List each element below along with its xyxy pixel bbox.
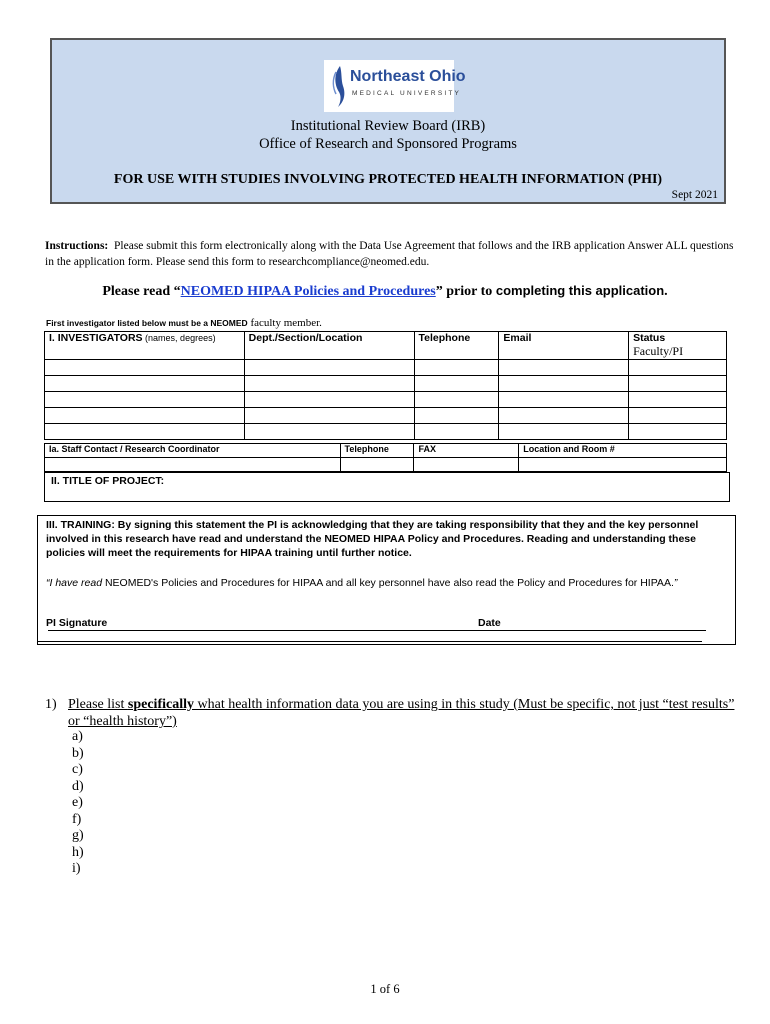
page-number: 1 of 6: [370, 982, 400, 996]
training-quote: [46, 576, 716, 590]
status-cell[interactable]: [629, 376, 727, 392]
header-banner: [50, 38, 726, 204]
status-header: [629, 332, 727, 360]
please-post: ” prior to: [435, 284, 493, 299]
question-number: 1): [45, 697, 57, 712]
office-title: Office of Research and Sponsored Programs: [259, 136, 517, 152]
please-read-notice: [0, 283, 770, 300]
logo-subtitle: MEDICAL UNIVERSITY: [352, 90, 462, 97]
email-cell[interactable]: [499, 408, 629, 424]
telephone-cell[interactable]: [414, 424, 499, 440]
staff-telephone-cell[interactable]: [340, 458, 414, 472]
status-cell[interactable]: [629, 392, 727, 408]
list-item[interactable]: b): [72, 745, 84, 761]
list-item[interactable]: c): [72, 762, 83, 777]
pi-signature-field[interactable]: [48, 630, 478, 631]
telephone-cell[interactable]: [414, 392, 499, 408]
date-field[interactable]: [478, 630, 706, 631]
question-text: [68, 696, 748, 730]
please-tail: completing this application: [492, 283, 665, 298]
investigators-header: [45, 332, 245, 360]
table-header-row: [45, 444, 727, 458]
status-cell[interactable]: [629, 424, 727, 440]
table-row[interactable]: [45, 424, 727, 440]
investigators-header-note: (names, degrees): [142, 333, 216, 343]
list-item[interactable]: i): [72, 861, 81, 876]
irb-title: Institutional Review Board (IRB): [290, 118, 486, 134]
staff-fax-header: FAX: [414, 444, 519, 458]
table-row[interactable]: [45, 392, 727, 408]
status-cell[interactable]: [629, 360, 727, 376]
form-purpose: FOR USE WITH STUDIES INVOLVING PROTECTED HEALTH INFORMATION (PHI): [113, 172, 663, 187]
email-cell[interactable]: [499, 376, 629, 392]
dept-cell[interactable]: [244, 408, 414, 424]
email-cell[interactable]: [499, 424, 629, 440]
telephone-cell[interactable]: [414, 376, 499, 392]
instructions: [45, 238, 745, 270]
project-title-label: II. TITLE OF PROJECT:: [51, 475, 165, 487]
staff-location-header: Location and Room #: [519, 444, 727, 458]
list-item[interactable]: f): [72, 811, 82, 827]
pi-signature-label: PI Signature: [46, 617, 108, 629]
dept-header: Dept./Section/Location: [244, 332, 414, 360]
staff-name-cell[interactable]: [45, 458, 341, 472]
dept-cell[interactable]: [244, 376, 414, 392]
list-item[interactable]: a): [72, 729, 83, 744]
project-title-field[interactable]: [44, 472, 730, 502]
staff-location-cell[interactable]: [519, 458, 727, 472]
staff-contact-header: Ia. Staff Contact / Research Coordinator: [45, 444, 341, 458]
list-item[interactable]: h): [72, 844, 84, 860]
hipaa-policies-link[interactable]: NEOMED HIPAA Policies and Procedures: [180, 284, 436, 299]
question-post: what health information data you are using in this study (Must be specific, not just “test results” or “health history”): [68, 697, 735, 729]
investigator-name-cell[interactable]: [45, 360, 245, 376]
staff-fax-cell[interactable]: [414, 458, 519, 472]
question-bold: specifically: [127, 697, 194, 712]
staff-telephone-header: Telephone: [340, 444, 414, 458]
quote-open: “I have read: [46, 577, 103, 589]
please-end: .: [664, 284, 668, 299]
instructions-text: Please submit this form electronically along with the Data Use Agreement that follows and the IRB application Answer ALL questions in the application form. Please send this form to researchcompliance@neomed.edu.: [45, 240, 734, 268]
list-item[interactable]: g): [72, 828, 84, 843]
telephone-cell[interactable]: [414, 408, 499, 424]
status-cell[interactable]: [629, 408, 727, 424]
divider: [38, 641, 702, 642]
investigators-table: [44, 331, 727, 440]
email-cell[interactable]: [499, 392, 629, 408]
email-header: Email: [499, 332, 629, 360]
table-header-row: [45, 332, 727, 360]
form-date: Sept 2021: [671, 189, 718, 201]
date-label: Date: [478, 617, 501, 629]
first-investigator-note: [46, 317, 322, 329]
telephone-cell[interactable]: [414, 360, 499, 376]
table-row[interactable]: [45, 360, 727, 376]
list-item[interactable]: d): [72, 778, 84, 794]
email-cell[interactable]: [499, 360, 629, 376]
please-pre: Please read “: [102, 284, 181, 299]
training-section: [37, 515, 736, 645]
table-row[interactable]: [45, 408, 727, 424]
table-row[interactable]: [45, 458, 727, 472]
question-pre: Please list: [68, 697, 128, 712]
training-statement: III. TRAINING: By signing this statement the PI is acknowledging that they are taking responsibility that they and the key personnel involved in this research have read and understand the NEOMED HIPAA Policy and Procedures. Reading and understanding these policies will meet the requirements for HIPAA training until further notice.: [46, 519, 699, 559]
answer-list: [72, 729, 84, 878]
university-logo: [324, 60, 466, 112]
status-header-label: Status: [633, 332, 666, 344]
dept-cell[interactable]: [244, 360, 414, 376]
investigators-header-label: I. INVESTIGATORS: [49, 332, 143, 344]
instructions-label: Instructions:: [45, 240, 109, 252]
investigator-name-cell[interactable]: [45, 408, 245, 424]
logo-flame-icon: [330, 64, 350, 108]
staff-contact-table: [44, 443, 727, 472]
quote-close: ”: [673, 577, 678, 589]
first-investigator-bold: First investigator listed below must be a NEOMED: [46, 318, 248, 328]
status-value: Faculty/PI: [633, 344, 684, 358]
investigator-name-cell[interactable]: [45, 392, 245, 408]
dept-cell[interactable]: [244, 392, 414, 408]
first-investigator-plain: faculty member.: [247, 317, 322, 329]
list-item[interactable]: e): [72, 795, 83, 810]
telephone-header: Telephone: [414, 332, 499, 360]
investigator-name-cell[interactable]: [45, 376, 245, 392]
investigator-name-cell[interactable]: [45, 424, 245, 440]
dept-cell[interactable]: [244, 424, 414, 440]
table-row[interactable]: [45, 376, 727, 392]
quote-body: NEOMED's Policies and Procedures for HIPAA and all key personnel have also read the Policy and Procedures for HIPAA.: [102, 577, 674, 589]
logo-name: Northeast Ohio: [350, 68, 466, 85]
